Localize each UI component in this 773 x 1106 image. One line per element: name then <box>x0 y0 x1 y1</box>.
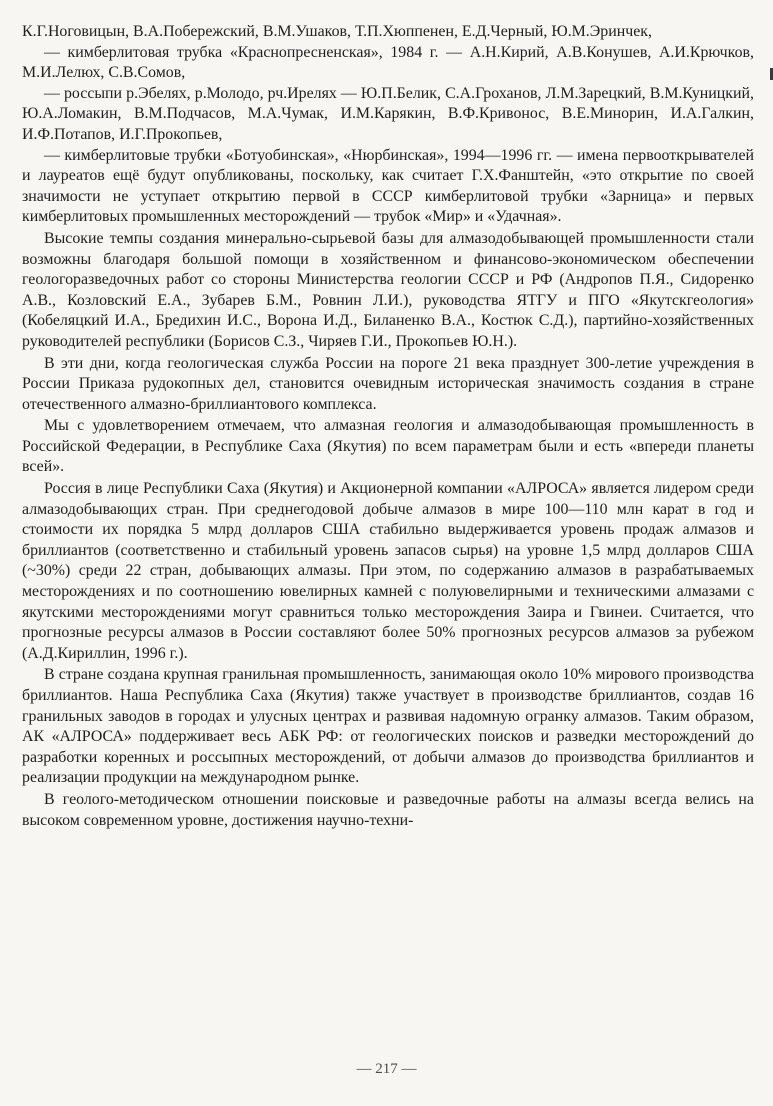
document-page <box>22 22 754 1082</box>
page-number: — 217 — <box>356 1061 417 1077</box>
paragraph-2: — кимберлитовая трубка «Краснопресненская», 1984 г. — А.Н.Кирий, А.В.Конушев, А.И.Крючков, М.И.Лелюх, С.В.Сомов, <box>22 43 754 82</box>
paragraph-9: В стране создана крупная гранильная промышленность, занимающая около 10% мирового производства бриллиантов. Наша Республика Саха (Якутия) также участвует в производстве бриллиантов, создав 16 гранильных заводов в городах и улусных центрах и развивая надомную огранку алмазов. Таким образом, АК «АЛРОСА» поддерживает весь АБК РФ: от геологических поисков и разведки месторождений до разработки коренных и россыпных месторождений, от добычи алмазов до производства бриллиантов и реализации продукции на международном рынке. <box>22 666 754 787</box>
paragraph-6: В эти дни, когда геологическая служба России на пороге 21 века празднует 300-летие учреждения в России Приказа рудокопных дел, становится очевидным историческая значимость создания в стране отечественного алмазно-бриллиантового комплекса. <box>22 354 754 413</box>
paragraph-10: В геолого-методическом отношении поисковые и разведочные работы на алмазы всегда велись на высоком современном уровне, достижения научно-техни- <box>22 790 754 829</box>
paragraph-1: К.Г.Ноговицын, В.А.Побережский, В.М.Ушаков, Т.П.Хюппенен, Е.Д.Черный, Ю.М.Эринчек, <box>22 23 652 40</box>
paragraph-7: Мы с удовлетворением отмечаем, что алмазная геология и алмазодобывающая промышленность в Российской Федерации, в Республике Саха (Якутия) по всем параметрам были и есть «впереди планеты всей». <box>22 417 754 476</box>
paragraph-3: — россыпи р.Эбелях, р.Молодо, рч.Ирелях — Ю.П.Белик, С.А.Гроханов, Л.М.Зарецкий, В.М.Куницкий, Ю.А.Ломакин, В.М.Подчасов, М.А.Чумак, И.М.Карякин, В.Ф.Кривонос, В.Е.Минорин, И.А.Галкин, И.Ф.Потапов, И.Г.Прокопьев, <box>22 84 754 143</box>
paragraph-4: — кимберлитовые трубки «Ботуобинская», «Нюрбинская», 1994—1996 гг. — имена первооткрывателей и лауреатов ещё будут опубликованы, поскольку, как считает Г.Х.Фанштейн, «это открытие по своей значимости не уступает открытию первой в СССР кимберлитовой трубки «Зарница» и первых кимберлитовых промышленных месторождений — трубок «Мир» и «Удачная». <box>22 146 754 226</box>
paragraph-5: Высокие темпы создания минерально-сырьевой базы для алмазодобывающей промышленности стали возможны благодаря большой помощи в хозяйственном и финансово-экономическом обеспечении геологоразведочных работ со стороны Министерства геологии СССР и РФ (Андропов П.Я., Сидоренко А.В., Козловский Е.А., Зубарев Б.М., Ровнин Л.И.), руководства ЯТГУ и ПГО «Якутскгеология» (Кобеляцкий И.А., Бредихин И.С., Ворона И.Д., Биланенко В.А., Костюк С.Д.), партийно-хозяйственных руководителей республики (Борисов С.З., Чиряев Г.И., Прокопьев Ю.Н.). <box>22 229 754 350</box>
paragraph-8: Россия в лице Республики Саха (Якутия) и Акционерной компании «АЛРОСА» является лидером среди алмазодобывающих стран. При среднегодовой добыче алмазов в мире 100—110 млн карат в год и стоимости их порядка 5 млрд долларов США стабильно выдерживается уровень продаж алмазов и бриллиантов (соответственно и стабильный уровень запасов сырья) на уровне 1,5 млрд долларов США (~30%) среди 22 стран, добывающих алмазы. При этом, по содержанию алмазов в разрабатываемых месторождениях и по соотношению ювелирных камней с полуювелирными и техническими алмазами с якутскими месторождениями могут сравниться только месторождения Заира и Гвинеи. Считается, что прогнозные ресурсы алмазов в России составляют более 50% прогнозных ресурсов алмазов за рубежом (А.Д.Кириллин, 1996 г.). <box>22 480 754 662</box>
